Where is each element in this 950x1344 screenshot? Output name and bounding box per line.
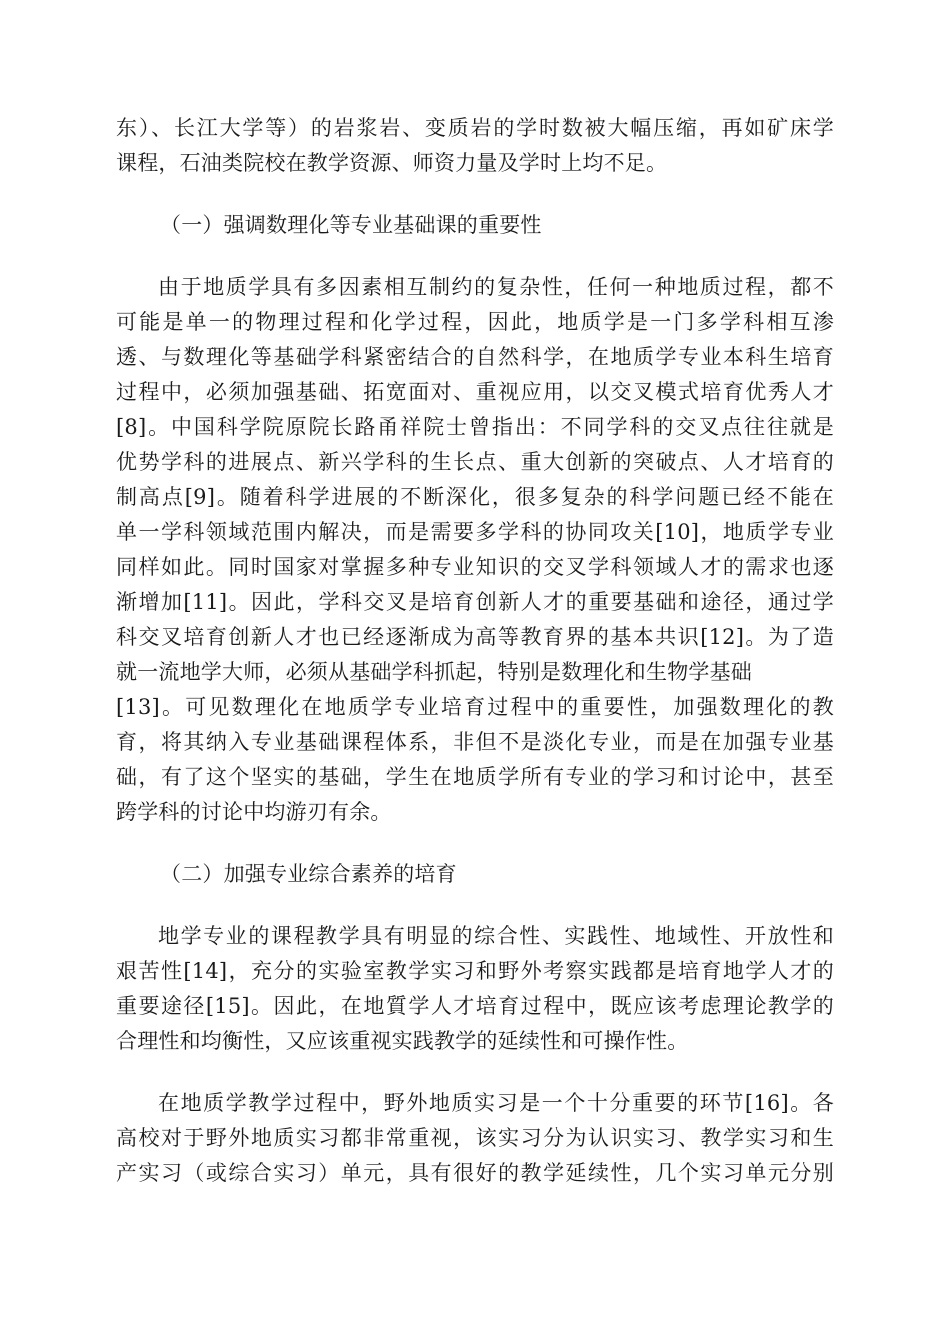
section2-paragraph-2 [116, 1086, 834, 1191]
text-line: 地学专业的课程教学具有明显的综合性、实践性、地域性、开放性和 [158, 924, 834, 948]
text-line: 同样如此。同时国家对掌握多种专业知识的交叉学科领域人才的需求也逐 [116, 555, 834, 579]
text-line: 课程，石油类院校在教学资源、师资力量及学时上均不足。 [116, 151, 668, 175]
text-line: 育，将其纳入专业基础课程体系，非但不是淡化专业，而是在加强专业基 [116, 730, 834, 754]
text-line: 过程中，必须加强基础、拓宽面对、重视应用，以交叉模式培育优秀人才 [116, 380, 834, 404]
text-line: 重要途径[15]。因此，在地質学人才培育过程中，既应该考虑理论教学的 [116, 994, 834, 1018]
text-line: 在地质学教学过程中，野外地质实习是一个十分重要的环节[16]。各 [158, 1091, 834, 1115]
text-line: [8]。中国科学院原院长路甬祥院士曾指出：不同学科的交叉点往往就是 [116, 415, 834, 439]
text-line: [13]。可见数理化在地质学专业培育过程中的重要性，加强数理化的教 [116, 695, 834, 719]
section2-paragraph-1 [116, 919, 834, 1059]
text-line: 可能是单一的物理过程和化学过程，因此，地质学是一门多学科相互渗 [116, 310, 834, 334]
text-line: 就一流地学大师，必须从基础学科抓起，特别是数理化和生物学基础 [116, 660, 752, 684]
text-line: 渐增加[11]。因此，学科交叉是培育创新人才的重要基础和途径，通过学 [116, 590, 834, 614]
section1-paragraph [116, 270, 834, 830]
text-line: 高校对于野外地质实习都非常重视，该实习分为认识实习、教学实习和生 [116, 1126, 834, 1150]
text-line: 产实习（或综合实习）单元，具有很好的教学延续性，几个实习单元分别 [116, 1161, 834, 1185]
text-line: 合理性和均衡性，又应该重视实践教学的延续性和可操作性。 [116, 1029, 689, 1053]
text-line: 础，有了这个坚实的基础，学生在地质学所有专业的学习和讨论中，甚至 [116, 765, 834, 789]
section-heading-2: （二）加强专业综合素养的培育 [160, 862, 457, 886]
text-line: 跨学科的讨论中均游刃有余。 [116, 800, 392, 824]
text-line: 单一学科领域范围内解决，而是需要多学科的协同攻关[10]，地质学专业 [116, 520, 834, 544]
text-line: 东）、长江大学等）的岩浆岩、变质岩的学时数被大幅压缩，再如矿床学 [116, 116, 834, 140]
section-heading-1: （一）强调数理化等专业基础课的重要性 [160, 213, 542, 237]
text-line: 透、与数理化等基础学科紧密结合的自然科学，在地质学专业本科生培育 [116, 345, 834, 369]
text-line: 艰苦性[14]，充分的实验室教学实习和野外考察实践都是培育地学人才的 [116, 959, 834, 983]
text-line: 由于地质学具有多因素相互制约的复杂性，任何一种地质过程，都不 [158, 275, 834, 299]
text-line: 制高点[9]。随着科学进展的不断深化，很多复杂的科学问题已经不能在 [116, 485, 834, 509]
intro-paragraph [116, 111, 834, 181]
text-line: 优势学科的进展点、新兴学科的生长点、重大创新的突破点、人才培育的 [116, 450, 834, 474]
document-page [116, 111, 834, 1191]
text-line: 科交叉培育创新人才也已经逐渐成为高等教育界的基本共识[12]。为了造 [116, 625, 834, 649]
